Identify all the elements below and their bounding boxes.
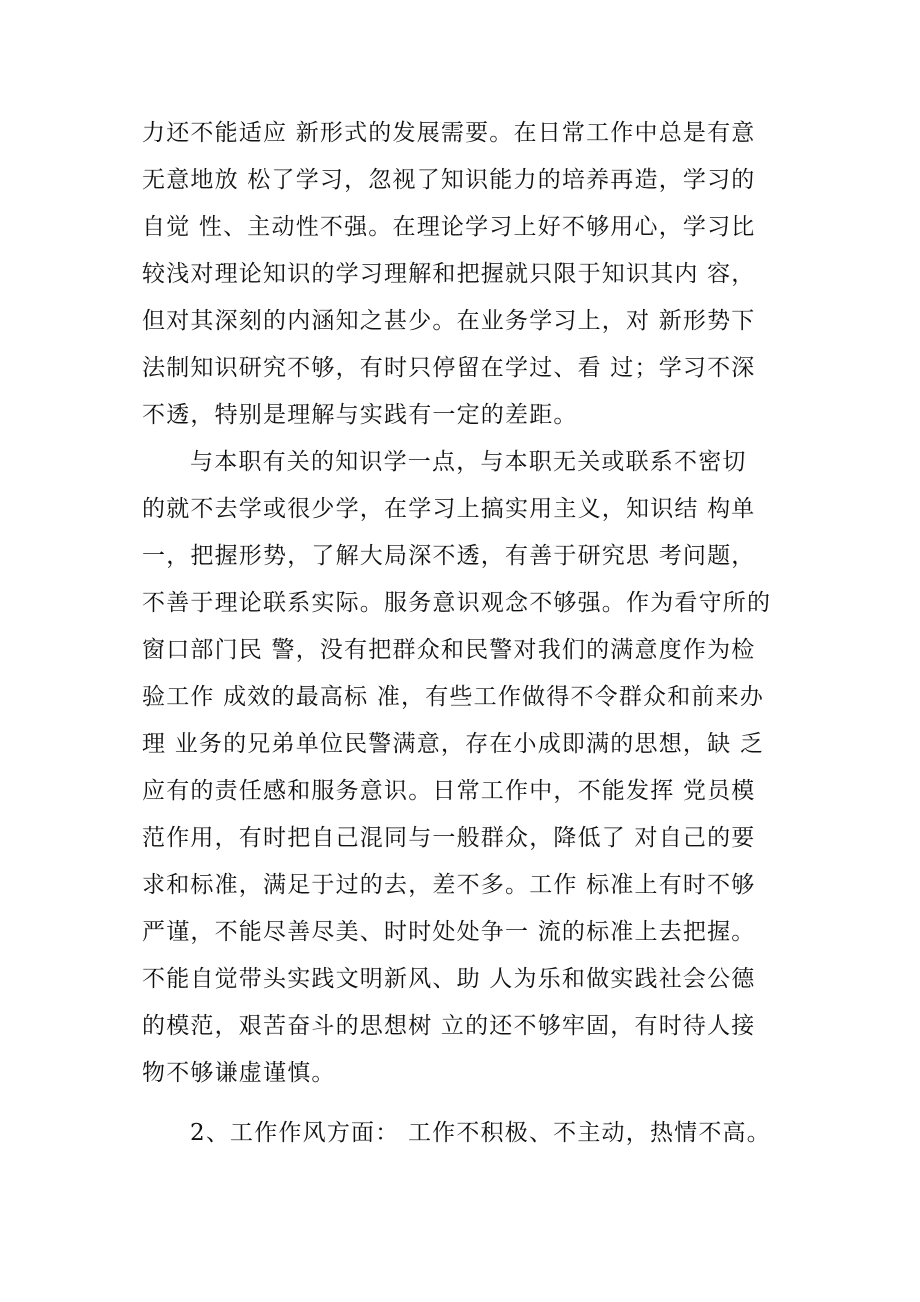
text-line: 但对其深刻的内涵知之甚少。在业务学习上，对 新形势下: [142, 308, 756, 334]
text-line: 求和标准，满足于过的去，差不多。工作 标准上有时不够: [142, 872, 756, 898]
text-line: 自觉 性、主动性不强。在理论学习上好不够用心，学习比: [142, 214, 756, 240]
section-heading-line: 2、工作作风方面： 工作不积极、不主动，热情不高。: [190, 1120, 771, 1146]
text-line: 无意地放 松了学习，忽视了知识能力的培养再造，学习的: [142, 167, 756, 193]
text-line: 的就不去学或很少学，在学习上搞实用主义，知识结 构单: [142, 496, 756, 522]
text-line: 的模范，艰苦奋斗的思想树 立的还不够牢固，有时待人接: [142, 1013, 756, 1039]
text-line: 不能自觉带头实践文明新风、助 人为乐和做实践社会公德: [142, 966, 756, 992]
text-line: 严谨，不能尽善尽美、时时处处争一 流的标准上去把握。: [142, 919, 756, 945]
text-line: 验工作 成效的最高标 准，有些工作做得不令群众和前来办: [142, 684, 765, 710]
text-line: 物不够谦虚谨慎。: [142, 1060, 336, 1086]
text-line: 法制知识研究不够，有时只停留在学过、看 过；学习不深: [142, 355, 756, 381]
text-line: 范作用，有时把自己混同与一般群众，降低了 对自己的要: [142, 825, 756, 851]
text-line: 不透，特别是理解与实践有一定的差距。: [142, 402, 578, 428]
text-line: 窗口部门民 警，没有把群众和民警对我们的满意度作为检: [142, 637, 756, 663]
text-line: 一，把握形势，了解大局深不透，有善于研究思 考问题，: [142, 543, 756, 569]
text-line: 力还不能适应 新形式的发展需要。在日常工作中总是有意: [142, 120, 756, 146]
text-line: 不善于理论联系实际。服务意识观念不够强。作为看守所的: [142, 590, 772, 616]
text-line: 较浅对理论知识的学习理解和把握就只限于知识其内 容，: [142, 261, 756, 287]
text-line: 理 业务的兄弟单位民警满意，存在小成即满的思想，缺 乏: [142, 731, 765, 757]
text-line: 应有的责任感和服务意识。日常工作中，不能发挥 党员模: [142, 778, 756, 804]
paragraph-first-line: 与本职有关的知识学一点，与本职无关或联系不密切: [190, 449, 747, 475]
